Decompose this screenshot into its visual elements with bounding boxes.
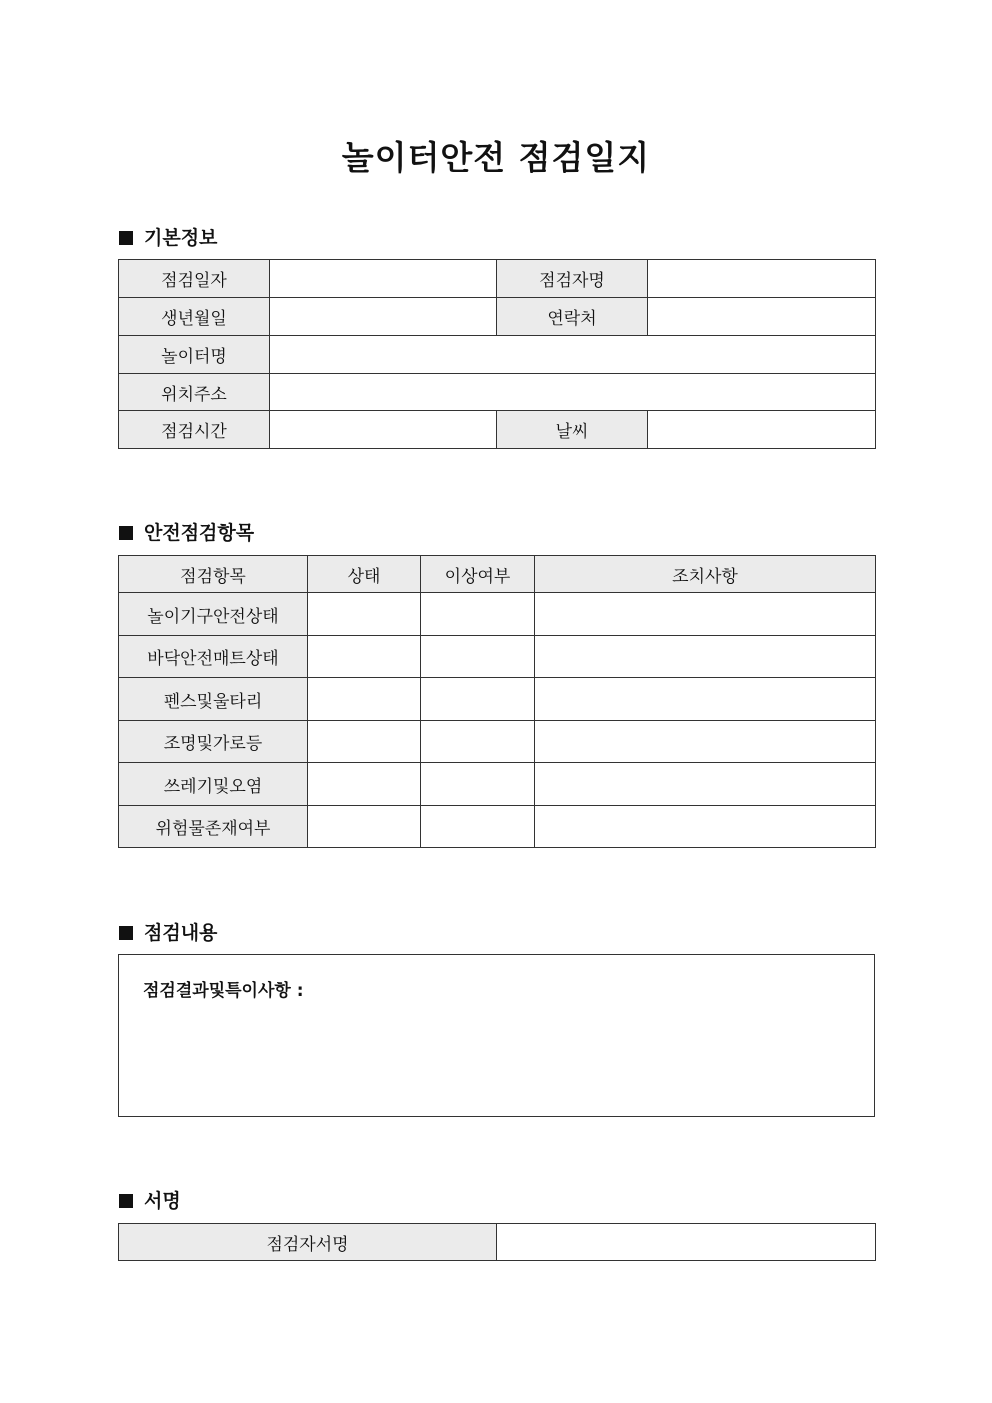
table-row <box>119 411 876 449</box>
table-row <box>119 721 876 763</box>
contact-field[interactable] <box>648 298 876 336</box>
table-row <box>119 806 876 848</box>
status-cell[interactable] <box>308 678 421 721</box>
basic-info-table <box>118 259 876 449</box>
column-header-action: 조치사항 <box>535 556 876 593</box>
table-row <box>119 374 876 411</box>
action-cell[interactable] <box>535 721 876 763</box>
action-cell[interactable] <box>535 806 876 848</box>
table-row <box>119 763 876 806</box>
table-row <box>119 593 876 636</box>
abnormal-cell[interactable] <box>421 806 535 848</box>
birth-date-field[interactable] <box>270 298 497 336</box>
inspection-time-label: 점검시간 <box>119 411 270 449</box>
table-row <box>119 636 876 678</box>
table-row <box>119 678 876 721</box>
section-title: 서명 <box>144 1190 181 1212</box>
square-bullet-icon <box>119 231 133 245</box>
square-bullet-icon <box>119 1194 133 1208</box>
check-item-label: 쓰레기및오염 <box>119 763 308 806</box>
playground-name-label: 놀이터명 <box>119 336 270 374</box>
section-heading-signature <box>119 1186 181 1213</box>
check-item-label: 펜스및울타리 <box>119 678 308 721</box>
table-row <box>119 1224 876 1261</box>
section-title: 기본정보 <box>144 227 218 249</box>
contact-label: 연락처 <box>497 298 648 336</box>
inspector-name-field[interactable] <box>648 260 876 298</box>
signature-table <box>118 1223 876 1261</box>
action-cell[interactable] <box>535 678 876 721</box>
table-row <box>119 260 876 298</box>
inspector-signature-field[interactable] <box>497 1224 876 1261</box>
status-cell[interactable] <box>308 806 421 848</box>
column-header-status: 상태 <box>308 556 421 593</box>
address-field[interactable] <box>270 374 876 411</box>
abnormal-cell[interactable] <box>421 678 535 721</box>
check-item-label: 위험물존재여부 <box>119 806 308 848</box>
table-row <box>119 298 876 336</box>
action-cell[interactable] <box>535 636 876 678</box>
abnormal-cell[interactable] <box>421 763 535 806</box>
section-heading-content <box>119 918 217 945</box>
status-cell[interactable] <box>308 593 421 636</box>
inspection-date-field[interactable] <box>270 260 497 298</box>
checklist-table <box>118 555 876 848</box>
section-title: 안전점검항목 <box>144 522 255 544</box>
table-row <box>119 336 876 374</box>
inspection-time-field[interactable] <box>270 411 497 449</box>
inspector-name-label: 점검자명 <box>497 260 648 298</box>
column-header-item: 점검항목 <box>119 556 308 593</box>
section-heading-basic <box>119 223 217 250</box>
page-title: 놀이터안전 점검일지 <box>341 138 651 177</box>
address-label: 위치주소 <box>119 374 270 411</box>
action-cell[interactable] <box>535 593 876 636</box>
square-bullet-icon <box>119 526 133 540</box>
birth-date-label: 생년월일 <box>119 298 270 336</box>
abnormal-cell[interactable] <box>421 721 535 763</box>
status-cell[interactable] <box>308 721 421 763</box>
status-cell[interactable] <box>308 763 421 806</box>
table-header-row <box>119 556 876 593</box>
playground-name-field[interactable] <box>270 336 876 374</box>
check-item-label: 놀이기구안전상태 <box>119 593 308 636</box>
weather-field[interactable] <box>648 411 876 449</box>
notes-label: 점검결과및특이사항 : <box>143 981 304 1001</box>
inspection-date-label: 점검일자 <box>119 260 270 298</box>
status-cell[interactable] <box>308 636 421 678</box>
inspection-notes-box[interactable] <box>118 954 875 1117</box>
column-header-abnormal: 이상여부 <box>421 556 535 593</box>
section-heading-checklist <box>119 518 254 545</box>
action-cell[interactable] <box>535 763 876 806</box>
check-item-label: 바닥안전매트상태 <box>119 636 308 678</box>
inspector-signature-label: 점검자서명 <box>119 1224 497 1261</box>
weather-label: 날씨 <box>497 411 648 449</box>
abnormal-cell[interactable] <box>421 593 535 636</box>
section-title: 점검내용 <box>144 922 218 944</box>
abnormal-cell[interactable] <box>421 636 535 678</box>
square-bullet-icon <box>119 926 133 940</box>
check-item-label: 조명및가로등 <box>119 721 308 763</box>
